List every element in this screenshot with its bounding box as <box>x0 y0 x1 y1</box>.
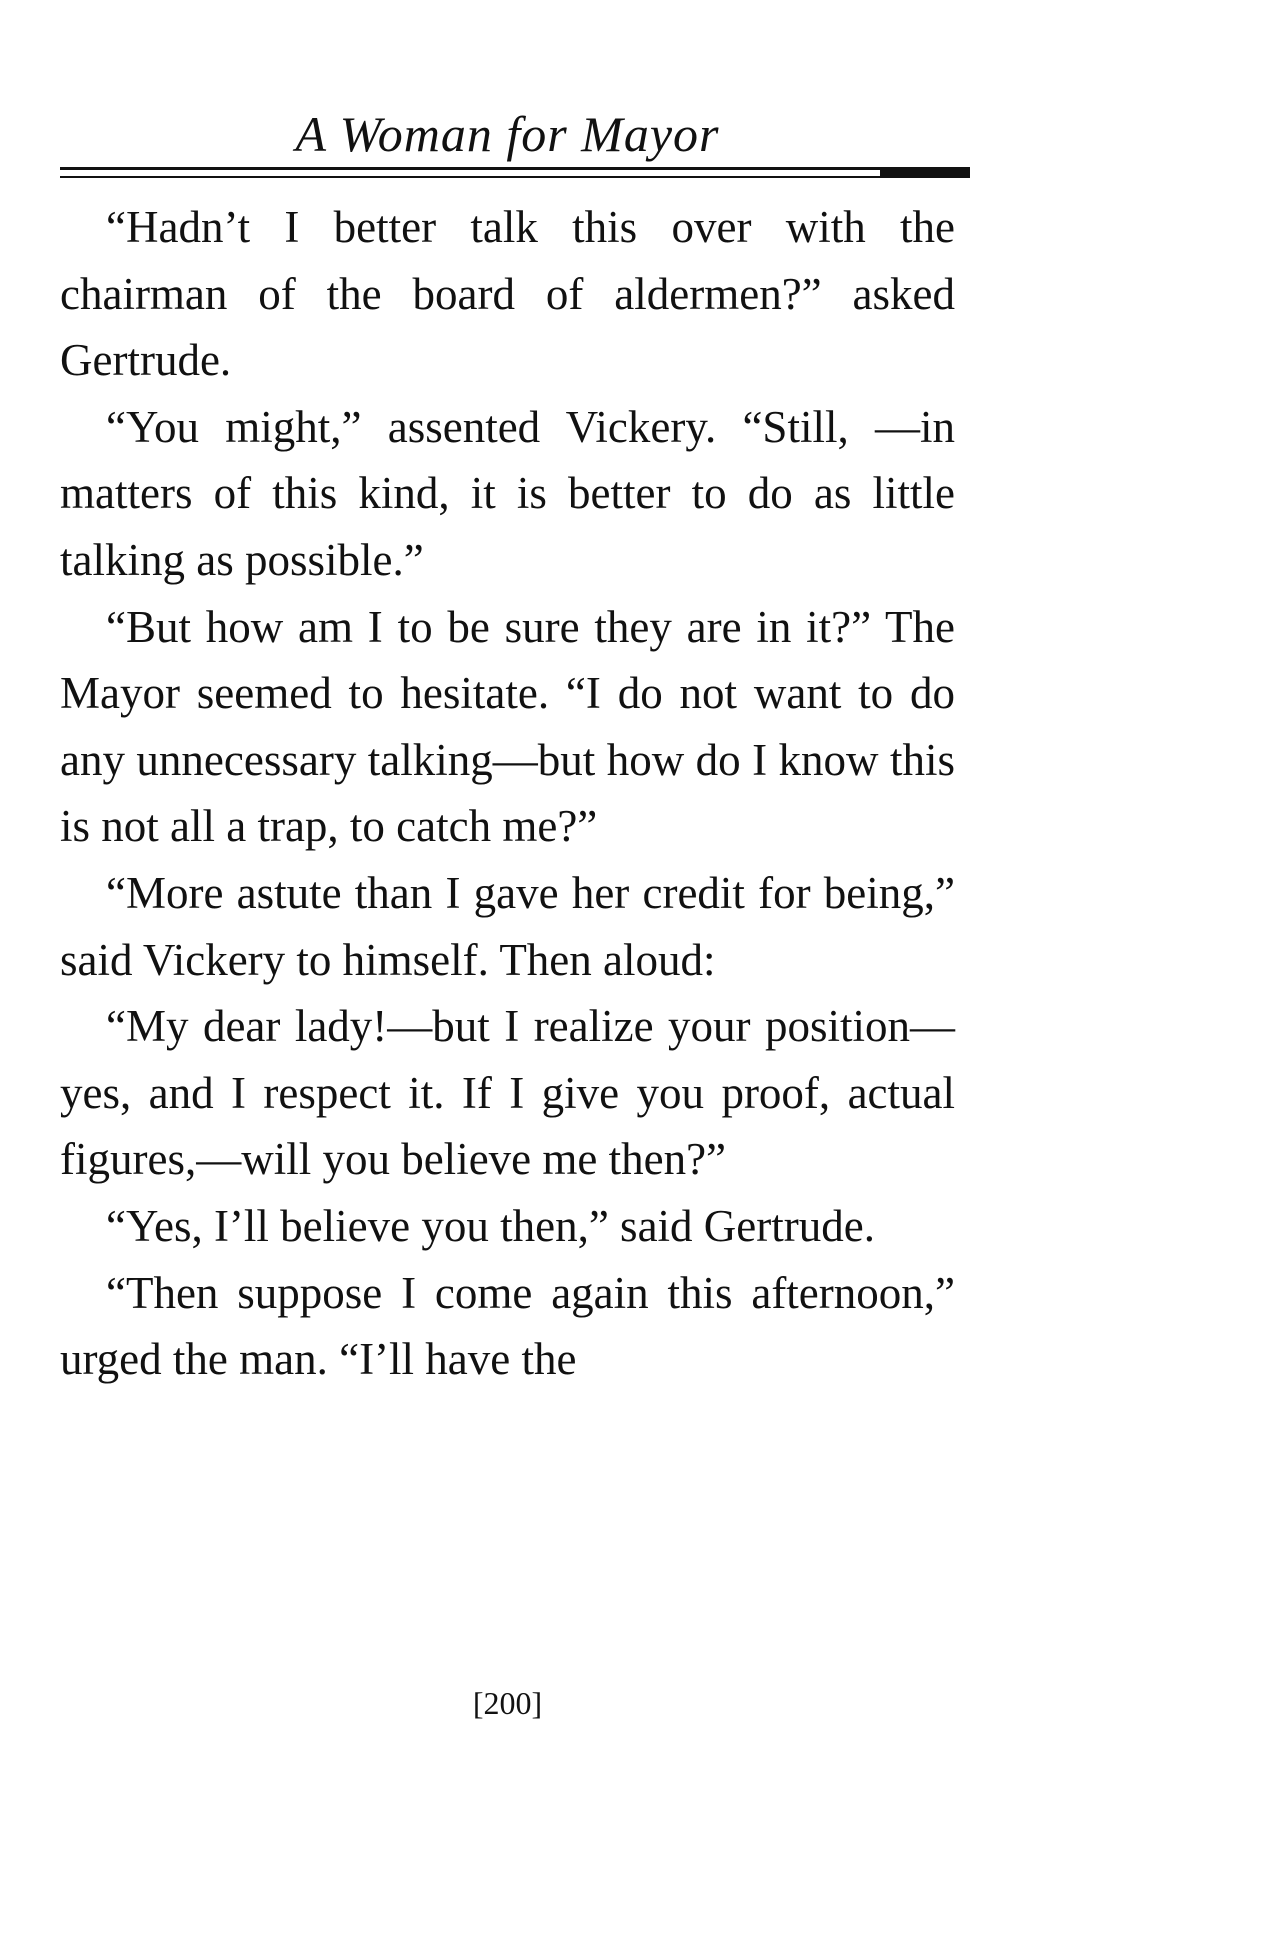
paragraph: “But how am I to be sure they are in it?” The Mayor seemed to hesitate. “I do not want to do any unnecessary talking—but how do I know this is not all a trap, to catch me?” <box>60 601 955 852</box>
header-rule-end-ornament <box>880 167 970 178</box>
paragraph: “More astute than I gave her credit for being,” said Vickery to himself. Then aloud: <box>60 867 955 985</box>
paragraph: “Yes, I’ll believe you then,” said Gertrude. <box>106 1200 875 1251</box>
page-number: [200] <box>472 1685 543 1721</box>
body-text <box>60 194 955 1393</box>
paragraph: “Hadn’t I better talk this over with the chairman of the board of aldermen?” asked Gertrude. <box>60 202 955 386</box>
running-head: A Woman for Mayor <box>295 106 720 162</box>
paragraph: “Then suppose I come again this afternoon,” urged the man. “I’ll have the <box>60 1267 955 1385</box>
paragraph: “My dear lady!—but I realize your position—yes, and I respect it. If I give you proof, actual figures,—will you believe me then?” <box>60 1001 955 1185</box>
header-rule-top <box>60 167 968 170</box>
header-rule-bottom <box>60 176 968 178</box>
paragraph: “You might,” assented Vickery. “Still, —in matters of this kind, it is better to do as little talking as possible.” <box>60 401 955 585</box>
